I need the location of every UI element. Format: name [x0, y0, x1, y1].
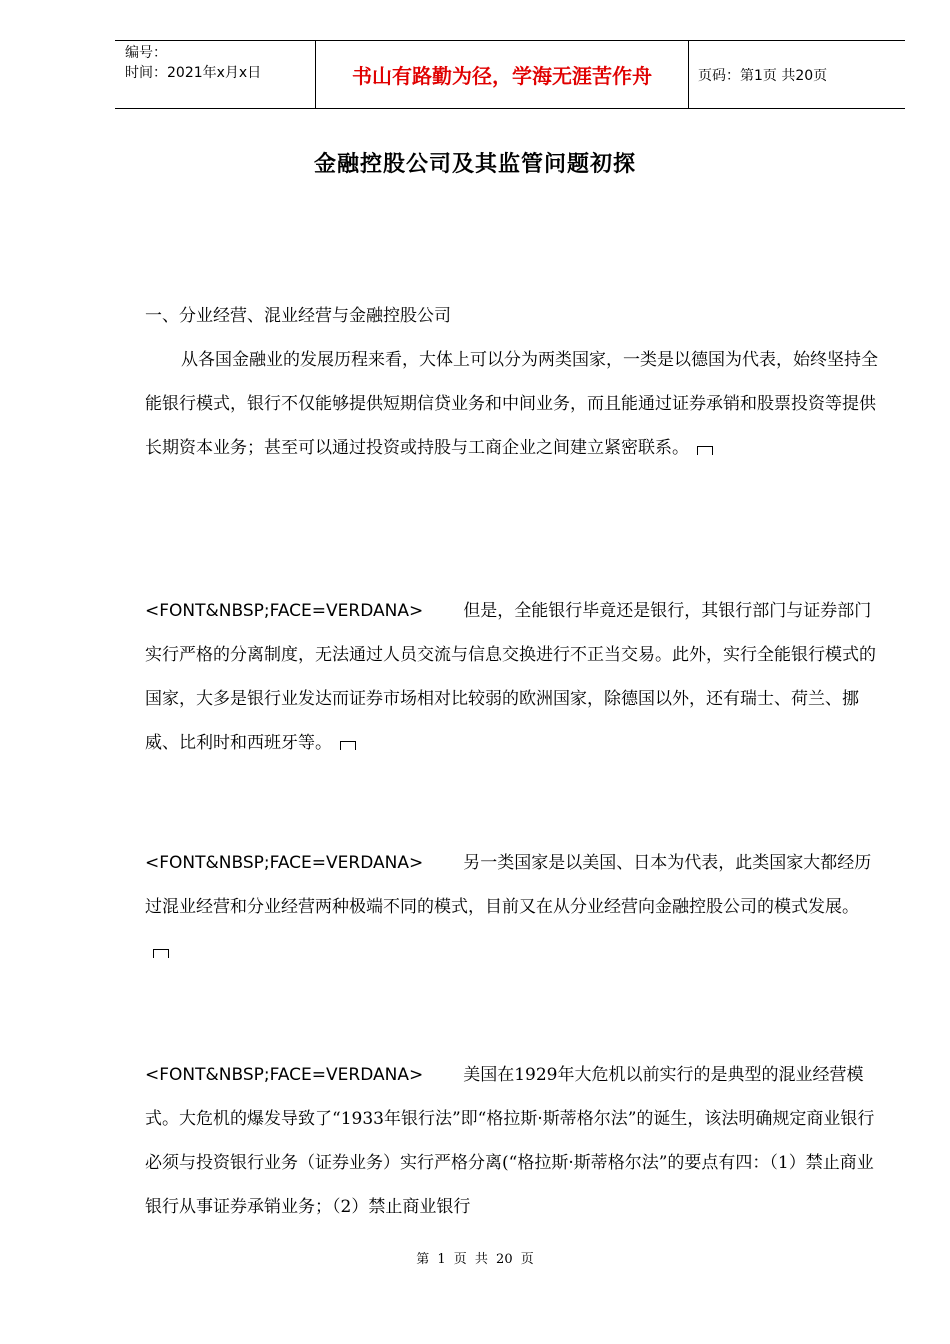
paragraph-3-text: 另一类国家是以美国、日本为代表，此类国家大都经历过混业经营和分业经营两种极端不同的模式，目前又在从分业经营向金融控股公司的模式发展。: [145, 853, 872, 917]
time-label: 时间：2021年x月x日: [125, 65, 262, 81]
section-1: [145, 294, 880, 470]
number-label: 编号：: [125, 45, 167, 61]
document-title: 金融控股公司及其监管问题初探: [313, 151, 636, 177]
html-tag-text: <FONT&NBSP;FACE=VERDANA>: [145, 1065, 424, 1085]
section-3: [145, 841, 880, 973]
paragraph-2: [145, 589, 880, 765]
html-tag-text: <FONT&NBSP;FACE=VERDANA>: [145, 853, 424, 873]
paragraph-2-text: 但是，全能银行毕竟还是银行，其银行部门与证券部门实行严格的分离制度，无法通过人员交流与信息交换进行不正当交易。此外，实行全能银行模式的国家，大多是银行业发达而证券市场相对比较弱的欧洲国家，除德国以外，还有瑞士、荷兰、挪威、比利时和西班牙等。: [145, 601, 876, 753]
paragraph-1: [145, 338, 880, 470]
paragraph-3: [145, 841, 880, 973]
html-tag-text: <FONT&NBSP;FACE=VERDANA>: [145, 601, 424, 621]
header-page-info: 页码：第1页 共20页: [698, 67, 828, 84]
page-footer: 第 1 页 共 20 页: [416, 1252, 534, 1267]
footnote-mark-icon: [340, 741, 356, 750]
header-left-cell: [115, 41, 316, 108]
header-table: [115, 40, 905, 109]
footnote-mark-icon: [153, 949, 169, 958]
footnote-mark-icon: [697, 446, 713, 455]
header-motto: 书山有路勤为径，学海无涯苦作舟: [316, 41, 689, 108]
paragraph-4: [145, 1053, 880, 1229]
section-4: [145, 1053, 880, 1229]
paragraph-1-text: 从各国金融业的发展历程来看，大体上可以分为两类国家，一类是以德国为代表，始终坚持全能银行模式，银行不仅能够提供短期信贷业务和中间业务，而且能通过证券承销和股票投资等提供长期资本业务；甚至可以通过投资或持股与工商企业之间建立紧密联系。: [145, 350, 878, 458]
paragraph-4-text: 美国在1929年大危机以前实行的是典型的混业经营模式。大危机的爆发导致了“1933年银行法”即“格拉斯·斯蒂格尔法”的诞生，该法明确规定商业银行必须与投资银行业务（证券业务）实行严格分离(“格拉斯·斯蒂格尔法”的要点有四：（1）禁止商业银行从事证券承销业务；（2）禁止商业银行: [145, 1065, 875, 1217]
section-heading: 一、分业经营、混业经营与金融控股公司: [145, 306, 451, 326]
section-2: [145, 589, 880, 765]
